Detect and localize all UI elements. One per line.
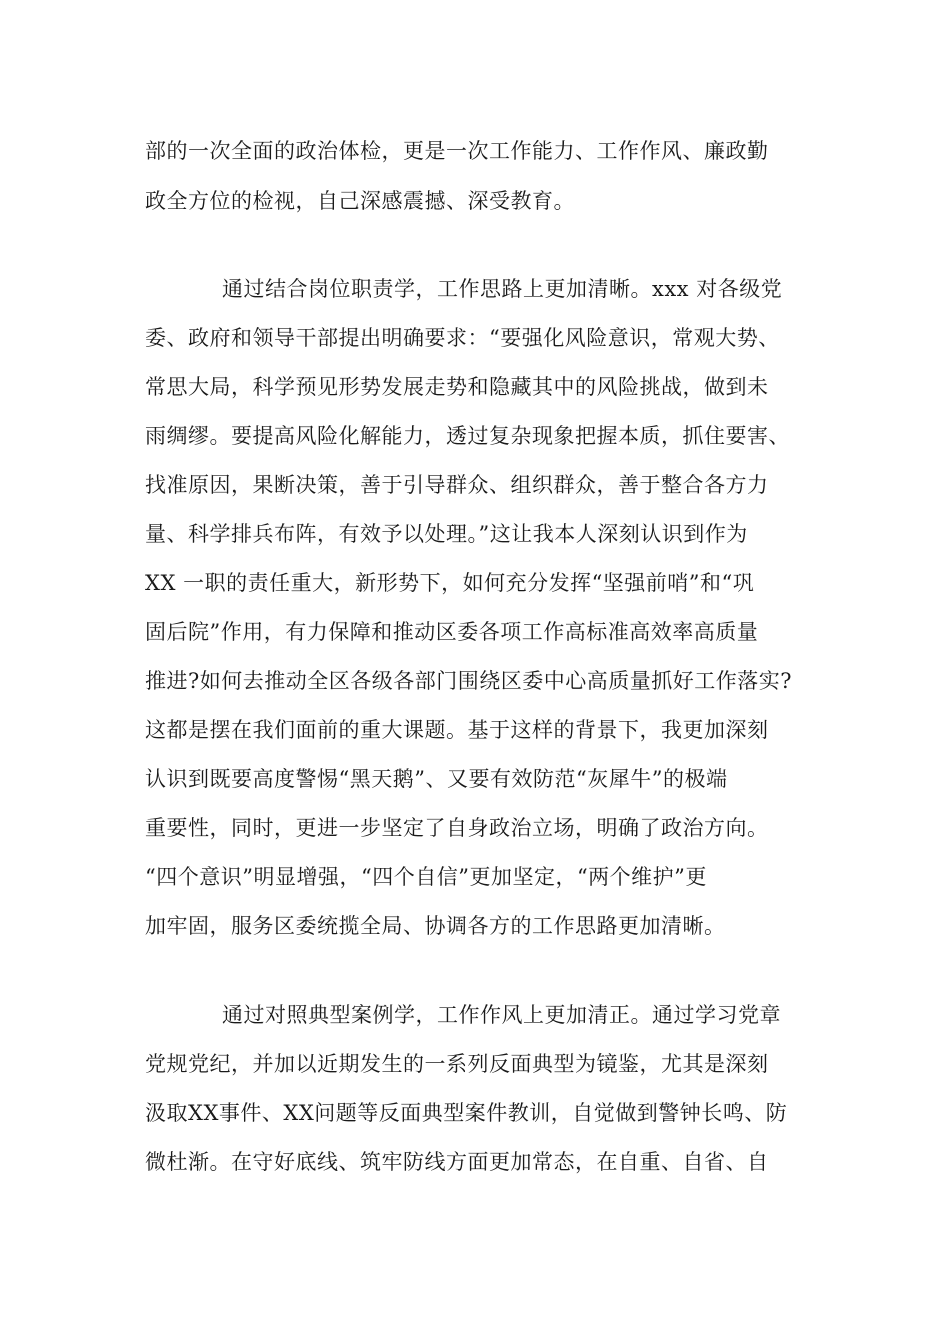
paragraph-2-line-3: 常思大局，科学预见形势发展走势和隐藏其中的风险挑战，做到未	[145, 375, 769, 399]
paragraph-2-line-5: 找准原因，果断决策，善于引导群众、组织群众，善于整合各方力	[145, 473, 769, 497]
paragraph-2-line-7: XX 一职的责任重大，新形势下，如何充分发挥“坚强前哨”和“巩	[145, 571, 755, 595]
paragraph-2-line-11: 认识到既要高度警惕“黑天鹅”、又要有效防范“灰犀牛”的极端	[145, 767, 728, 791]
paragraph-3-line-3: 汲取XX事件、XX问题等反面典型案件教训，自觉做到警钟长鸣、防	[145, 1101, 788, 1125]
paragraph-2-line-9: 推进?如何去推动全区各级各部门围绕区委中心高质量抓好工作落实?	[145, 669, 793, 693]
paragraph-3-line-2: 党规党纪，并加以近期发生的一系列反面典型为镜鉴，尤其是深刻	[145, 1052, 769, 1076]
paragraph-2-line-2: 委、政府和领导干部提出明确要求：“要强化风险意识，常观大势、	[145, 326, 780, 350]
paragraph-2-line-12: 重要性，同时，更进一步坚定了自身政治立场，明确了政治方向。	[145, 816, 769, 840]
paragraph-2-line-8: 固后院”作用，有力保障和推动区委各项工作高标准高效率高质量	[145, 620, 759, 644]
paragraph-1-line-2: 政全方位的检视，自己深感震撼、深受教育。	[145, 189, 575, 213]
paragraph-2-line-4: 雨绸缪。要提高风险化解能力，透过复杂现象把握本质，抓住要害、	[145, 424, 790, 448]
paragraph-2-line-10: 这都是摆在我们面前的重大课题。基于这样的背景下，我更加深刻	[145, 718, 769, 742]
paragraph-3-line-1: 通过对照典型案例学，工作作风上更加清正。通过学习党章	[222, 1003, 781, 1027]
paragraph-2-line-13: “四个意识”明显增强，“四个自信”更加坚定，“两个维护”更	[145, 865, 707, 889]
paragraph-2-line-6: 量、科学排兵布阵，有效予以处理。”这让我本人深刻认识到作为	[145, 522, 748, 546]
paragraph-2-line-1: 通过结合岗位职责学，工作思路上更加清晰。xxx 对各级党	[222, 277, 783, 301]
paragraph-1-line-1: 部的一次全面的政治体检，更是一次工作能力、工作作风、廉政勤	[145, 139, 769, 163]
paragraph-3-line-4: 微杜渐。在守好底线、筑牢防线方面更加常态，在自重、自省、自	[145, 1150, 769, 1174]
paragraph-2-line-14: 加牢固，服务区委统揽全局、协调各方的工作思路更加清晰。	[145, 914, 726, 938]
